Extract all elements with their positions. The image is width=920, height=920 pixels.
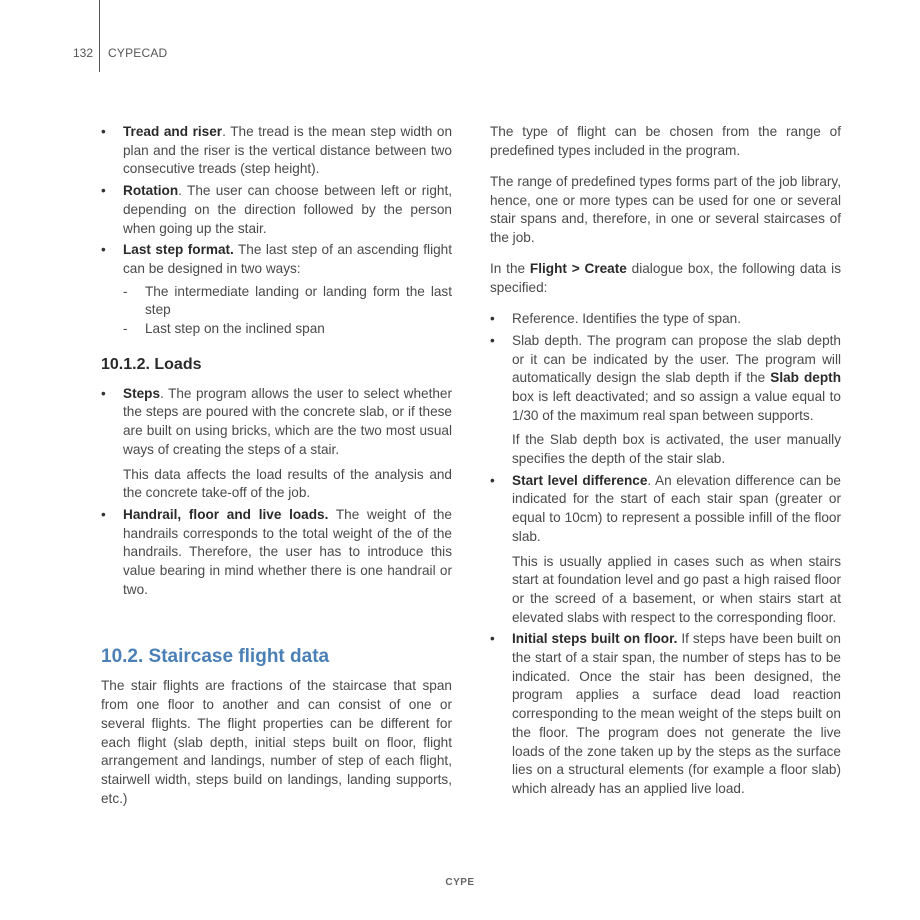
stair-properties-list bbox=[101, 123, 452, 339]
section-heading: 10.2. Staircase flight data bbox=[101, 646, 330, 668]
menu-path: Flight > Create bbox=[529, 261, 627, 277]
item-text: The last step of an ascending flight can be designed in two ways: bbox=[123, 242, 452, 276]
section-paragraph: The stair flights are fractions of the staircase that span from one floor to another and can consist of one or several flights. The flight properties can be different for each flight (slab depth, initial steps built on floor, flight arrangement and landings, number of step of each flight, stairwell width, steps build on landings, landing supports, etc.) bbox=[101, 678, 452, 806]
item-note: This is usually applied in cases such as when stairs start at foundation level and go past a high raised floor or the screed of a basement, or when stairs start at elevated slabs with respect to the corresponding floor. bbox=[512, 553, 841, 625]
footer-brand: CYPE bbox=[445, 877, 475, 888]
dash-item: - The intermediate landing or landing form the last step bbox=[123, 283, 452, 320]
last-step-options bbox=[123, 283, 452, 339]
list-item bbox=[101, 241, 452, 339]
list-item bbox=[490, 630, 841, 798]
item-term: Slab depth bbox=[770, 370, 841, 386]
item-note: If the Slab depth box is activated, the user manually specifies the depth of the stair slab. bbox=[512, 432, 841, 467]
item-term: Tread and riser bbox=[123, 124, 223, 139]
list-item bbox=[490, 472, 841, 628]
item-term: Handrail, floor and live loads. bbox=[123, 506, 329, 522]
paragraph: The type of flight can be chosen from the range of predefined types included in the program. bbox=[490, 124, 841, 158]
item-note: This data affects the load results of the analysis and the concrete take-off of the job. bbox=[123, 466, 452, 501]
item-text: If steps have been built on the start of a stair span, the number of steps has to be indicated. Once the stair has been designed, the program applies a surface dead load reaction corresponding to the mean weight of the steps built on the floor. The program does not generate the live loads of the zone taken up by the steps as the surface lies on a structural elements (for example a floor slab) which already has an applied live load. bbox=[512, 631, 841, 796]
loads-heading: 10.1.2. Loads bbox=[101, 355, 202, 373]
list-item bbox=[101, 506, 452, 600]
item-text: . The user can choose between left or right, depending on the direction followed by the person when going up the stair. bbox=[123, 183, 452, 236]
item-text: . The tread is the mean step width on plan and the riser is the vertical distance between two consecutive treads (step height). bbox=[123, 124, 453, 177]
loads-list bbox=[101, 385, 452, 600]
dash-item: - Last step on the inclined span bbox=[123, 320, 452, 339]
paragraph bbox=[490, 260, 841, 297]
running-title: CYPECAD bbox=[108, 46, 168, 60]
text-run: Slab depth. The program can propose the slab depth or it can be indicated by the user. The program will automatically design the slab depth if the bbox=[512, 332, 841, 386]
item-term: Initial steps built on floor. bbox=[512, 631, 678, 647]
list-item bbox=[101, 385, 452, 503]
item-term: Last step format. bbox=[123, 242, 234, 258]
header-divider bbox=[99, 0, 100, 72]
list-item: • Reference. Identifies the type of span. bbox=[490, 310, 841, 329]
text-run: dialogue box, the following data is specified: bbox=[490, 261, 841, 295]
right-column bbox=[490, 123, 841, 802]
paragraph: The range of predefined types forms part of the job library, hence, one or more types can be used for one or several stair spans and, therefore, in one or several staircases of the job. bbox=[490, 173, 841, 246]
list-item bbox=[490, 332, 841, 469]
list-item bbox=[101, 182, 452, 238]
item-text: . The program allows the user to select whether the steps are poured with the concrete slab, or if these are built on using bricks, which are the two most usual ways of creating the steps of a stair. bbox=[123, 385, 452, 457]
text-run: box is left deactivated; and so assign a value equal to 1/30 of the maximum real span between supports. bbox=[512, 388, 841, 423]
text-run: In the bbox=[490, 261, 530, 277]
item-term: Steps bbox=[123, 385, 161, 401]
item-text: The weight of the handrails corresponds to the total weight of the of the handrails. Therefore, the user has to introduce this value bearing in mind whether there is one handrail or two. bbox=[123, 506, 452, 597]
item-text: . An elevation difference can be indicated for the start of each stair span (greater or equal to 10cm) to represent a possible infill of the floor slab. bbox=[512, 472, 841, 544]
left-column bbox=[101, 123, 452, 808]
flight-data-list bbox=[490, 310, 841, 799]
item-term: Start level difference bbox=[512, 472, 648, 488]
page-number: 132 bbox=[73, 46, 94, 60]
list-item bbox=[101, 123, 452, 179]
item-term: Rotation bbox=[123, 183, 179, 199]
